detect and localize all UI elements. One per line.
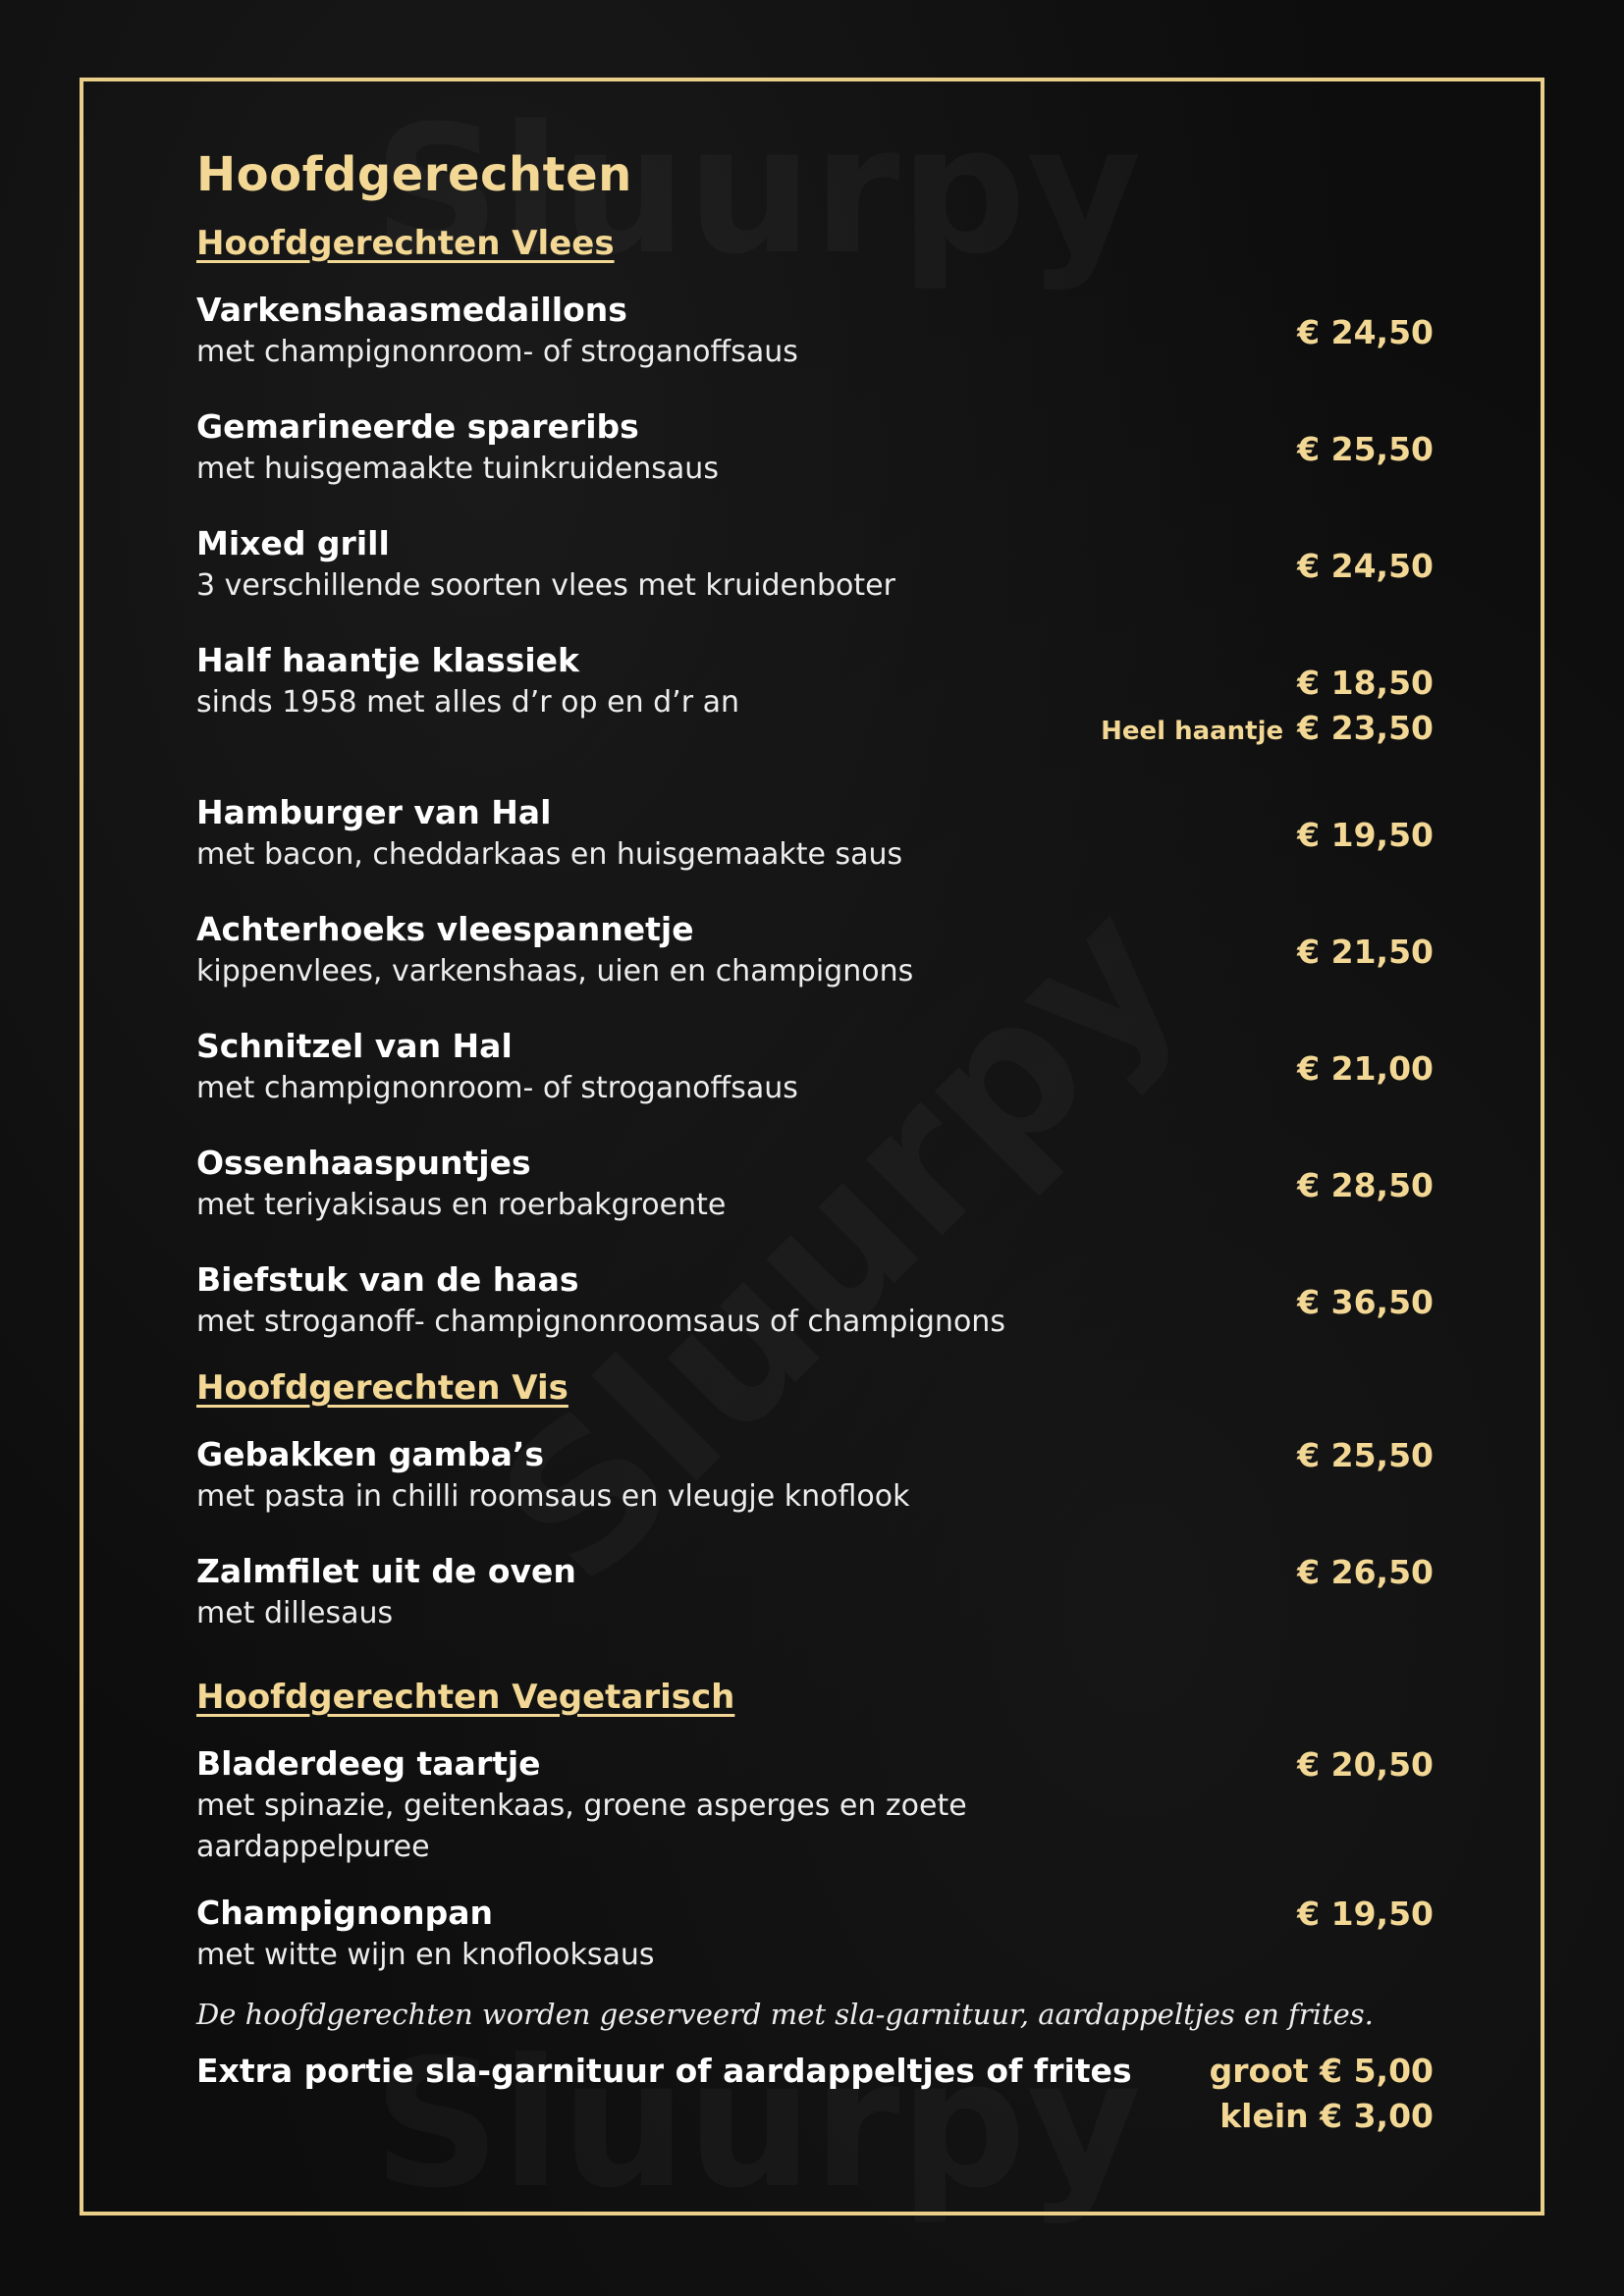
- menu-item: [196, 1742, 1434, 1868]
- menu-item: [196, 522, 1434, 607]
- dish-price: € 28,50: [1297, 1166, 1434, 1204]
- section-heading-vlees: Hoofdgerechten Vlees: [196, 224, 615, 263]
- dish-price: € 25,50: [1297, 1436, 1434, 1474]
- dish-name: Varkenshaasmedaillons: [196, 291, 627, 329]
- menu-item: [196, 1892, 1434, 1976]
- price-secondary-value: € 23,50: [1297, 709, 1434, 747]
- dish-price: € 26,50: [1297, 1553, 1434, 1591]
- dish-price-secondary: [1101, 706, 1434, 754]
- extra-portion: [196, 2049, 1434, 2139]
- dish-name: Hamburger van Hal: [196, 793, 552, 831]
- dish-description: met witte wijn en knoflooksaus: [196, 1938, 655, 1972]
- dish-price: € 24,50: [1297, 313, 1434, 351]
- price-secondary-label: Heel haantje: [1101, 717, 1284, 746]
- serving-note: De hoofdgerechten worden geserveerd met sla-garnituur, aardappeltjes en frites.: [196, 1998, 1374, 2031]
- section-heading-vegetarisch: Hoofdgerechten Vegetarisch: [196, 1678, 735, 1717]
- extra-price-small: klein € 3,00: [1219, 2097, 1434, 2135]
- menu-item: [196, 639, 1434, 754]
- dish-name: Ossenhaaspuntjes: [196, 1144, 531, 1182]
- dish-description: met stroganoff- champignonroomsaus of champignons: [196, 1305, 1005, 1339]
- dish-price: € 36,50: [1297, 1283, 1434, 1321]
- dish-price: € 21,00: [1297, 1049, 1434, 1088]
- dish-price: € 19,50: [1297, 1895, 1434, 1933]
- dish-name: Champignonpan: [196, 1894, 493, 1932]
- menu-content: [196, 147, 1434, 2139]
- dish-price: € 19,50: [1297, 816, 1434, 854]
- dish-description: kippenvlees, varkenshaas, uien en champignons: [196, 954, 914, 988]
- menu-item: [196, 1025, 1434, 1109]
- dish-name: Gemarineerde spareribs: [196, 407, 639, 446]
- menu-item: [196, 1433, 1434, 1518]
- dish-description: met huisgemaakte tuinkruidensaus: [196, 452, 719, 486]
- menu-item: [196, 1258, 1434, 1343]
- section-heading-vis: Hoofdgerechten Vis: [196, 1368, 568, 1408]
- dish-description: sinds 1958 met alles d’r op en d’r an: [196, 685, 739, 720]
- page-title: Hoofdgerechten: [196, 147, 632, 202]
- menu-item: [196, 908, 1434, 992]
- dish-name: Biefstuk van de haas: [196, 1260, 579, 1299]
- extra-portion-name: Extra portie sla-garnituur of aardappeltjes of frites: [196, 2052, 1132, 2090]
- dish-description: met dillesaus: [196, 1596, 394, 1630]
- dish-name: Mixed grill: [196, 524, 390, 562]
- menu-item: [196, 791, 1434, 876]
- dish-description: met teriyakisaus en roerbakgroente: [196, 1188, 727, 1222]
- extra-price-large: groot € 5,00: [1209, 2052, 1434, 2090]
- dish-description: 3 verschillende soorten vlees met kruidenboter: [196, 568, 895, 603]
- dish-price: € 18,50: [1297, 664, 1434, 702]
- dish-name: Gebakken gamba’s: [196, 1435, 545, 1473]
- menu-item: [196, 289, 1434, 373]
- dish-price: € 21,50: [1297, 933, 1434, 971]
- dish-name: Zalmfilet uit de oven: [196, 1552, 576, 1590]
- dish-price: € 20,50: [1297, 1745, 1434, 1784]
- menu-item: [196, 1142, 1434, 1226]
- dish-price: € 25,50: [1297, 430, 1434, 468]
- dish-description: met champignonroom- of stroganoffsaus: [196, 1071, 798, 1105]
- dish-price: € 24,50: [1297, 547, 1434, 585]
- dish-name: Schnitzel van Hal: [196, 1027, 513, 1065]
- dish-description: met bacon, cheddarkaas en huisgemaakte saus: [196, 837, 903, 872]
- dish-name: Half haantje klassiek: [196, 641, 579, 679]
- menu-item: [196, 1550, 1434, 1634]
- dish-name: Achterhoeks vleespannetje: [196, 910, 694, 948]
- dish-description: met champignonroom- of stroganoffsaus: [196, 335, 798, 369]
- menu-item: [196, 405, 1434, 490]
- dish-name: Bladerdeeg taartje: [196, 1744, 541, 1783]
- dish-description: met pasta in chilli roomsaus en vleugje knoflook: [196, 1479, 910, 1514]
- dish-description: met spinazie, geitenkaas, groene asperges en zoete aardappelpuree: [196, 1789, 967, 1864]
